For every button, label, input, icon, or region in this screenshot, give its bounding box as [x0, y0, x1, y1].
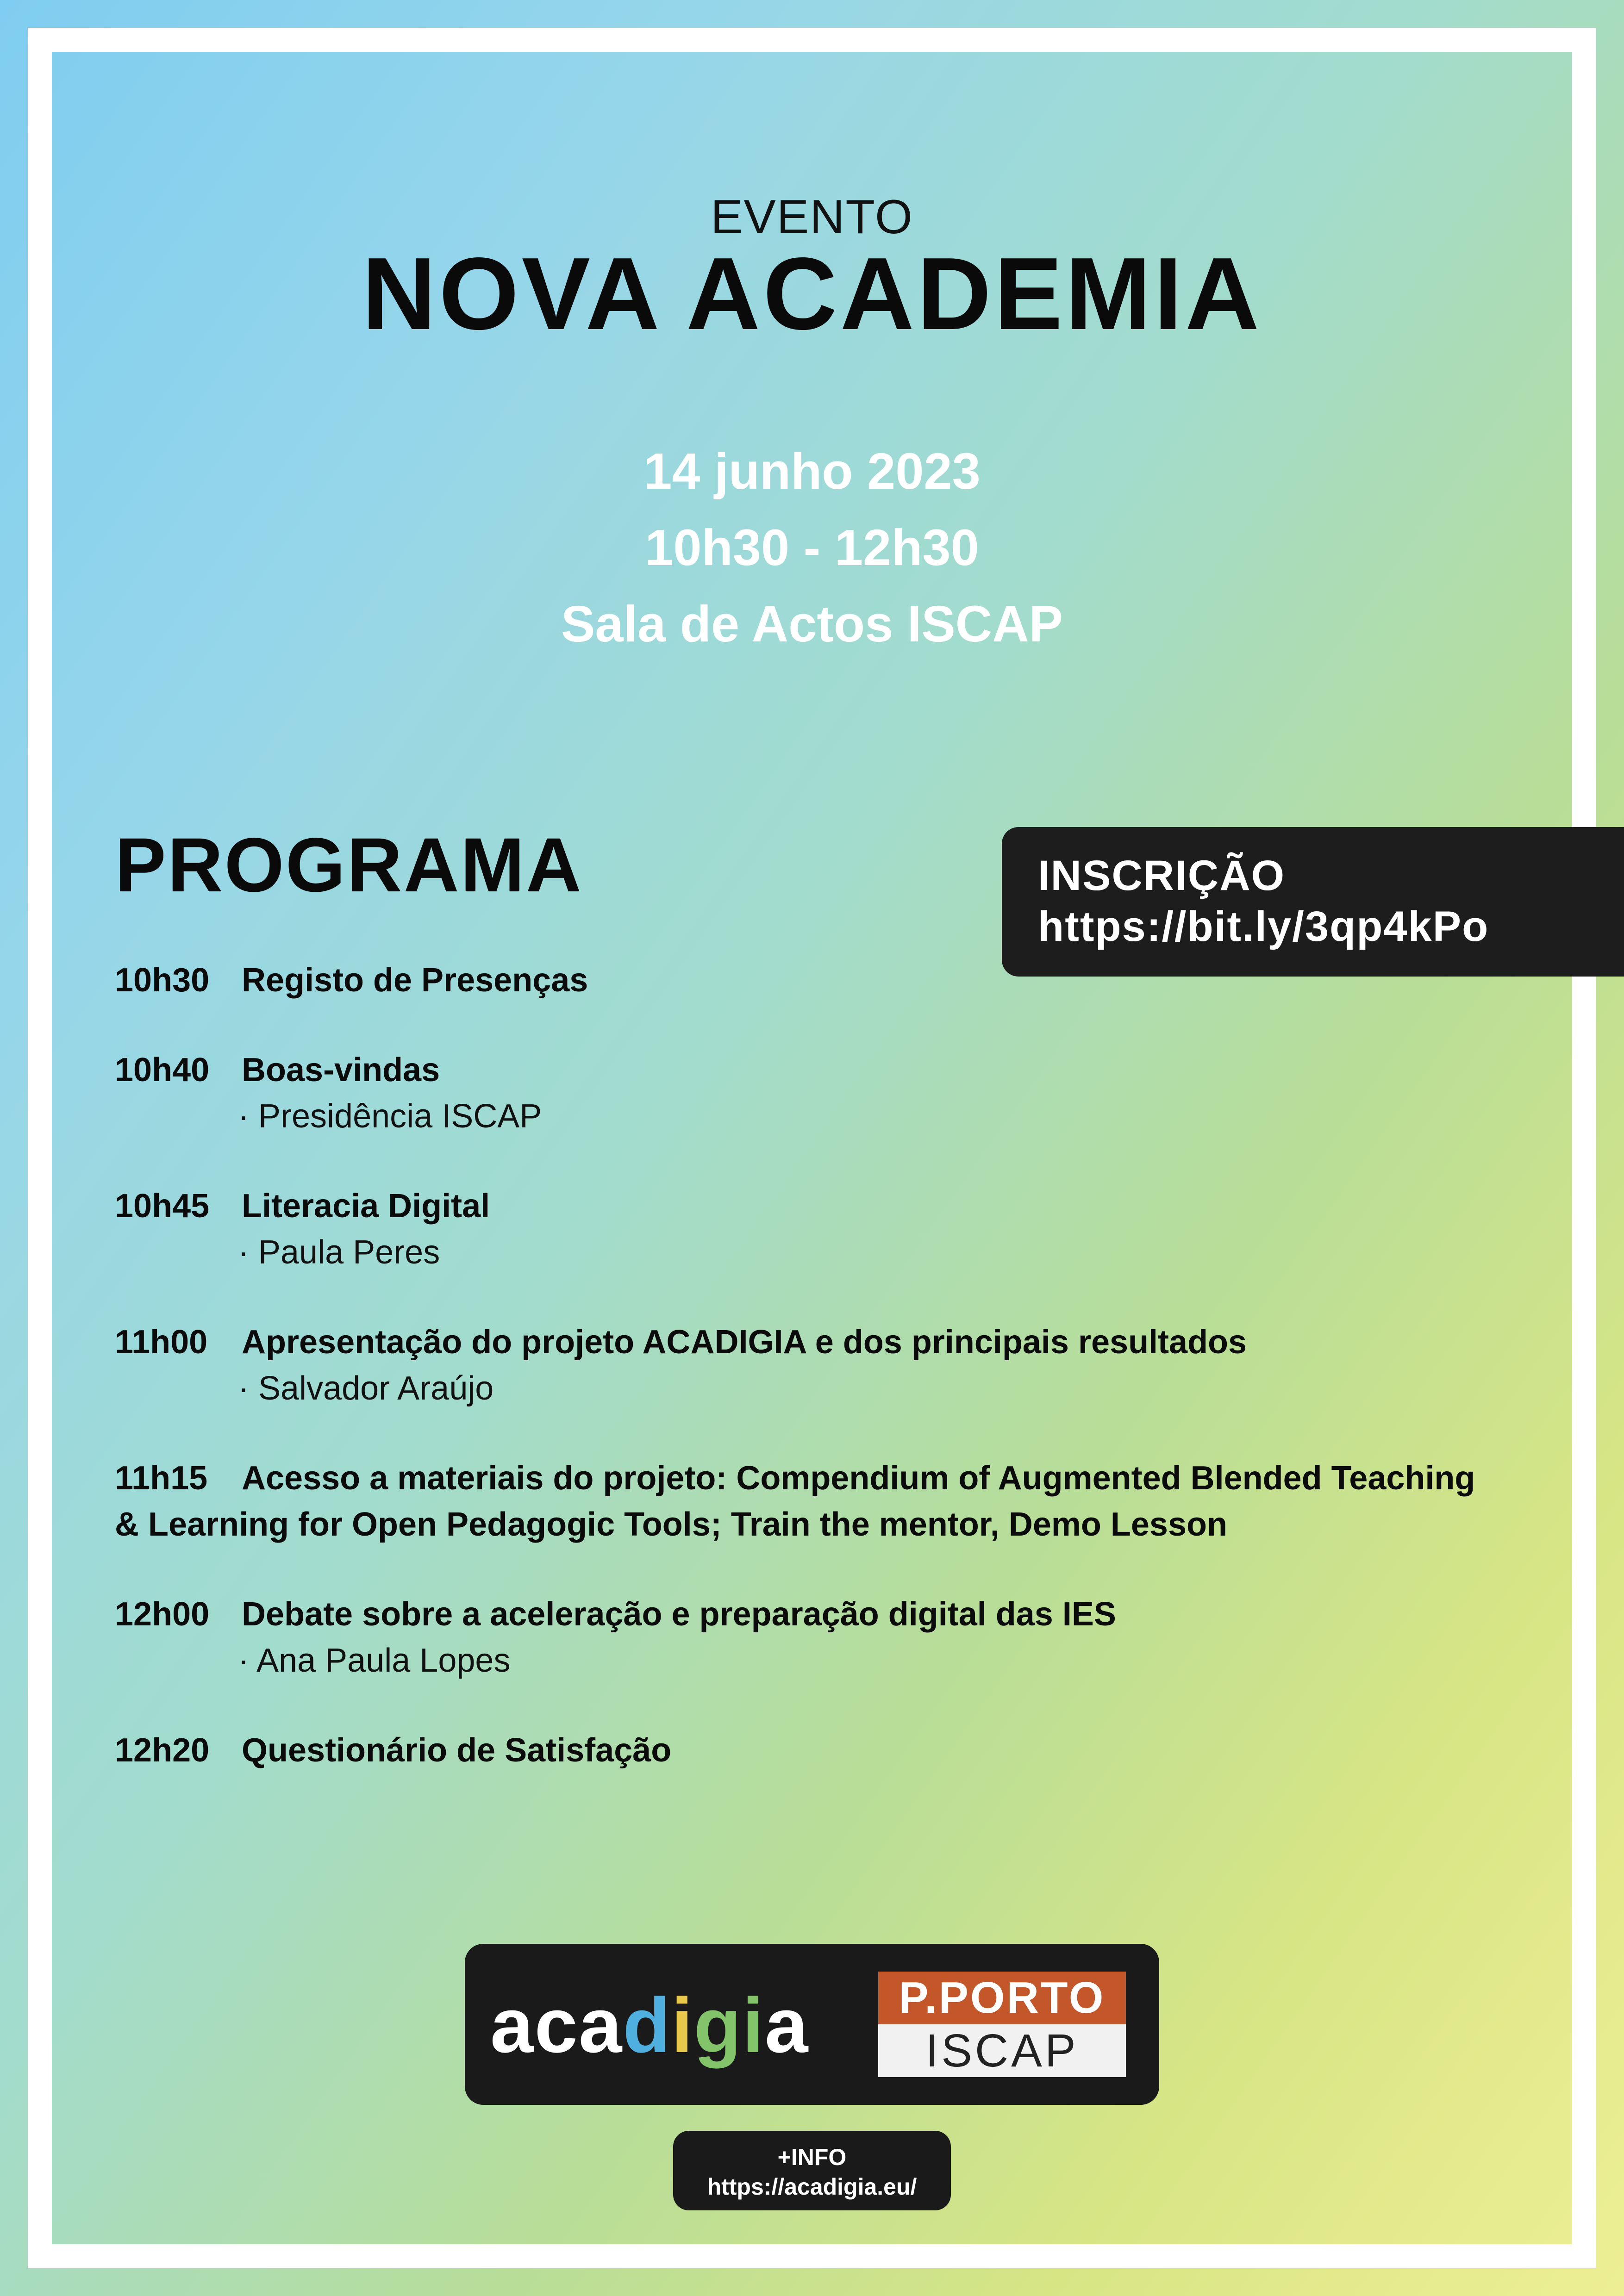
agenda-time: 10h40	[115, 1052, 210, 1089]
more-info-box[interactable]	[673, 2131, 951, 2210]
agenda-time: 10h45	[115, 1188, 210, 1225]
agenda-time: 11h15	[115, 1460, 208, 1497]
agenda-item	[115, 957, 1527, 1003]
pporto-logo: P.PORTO	[878, 1972, 1126, 2024]
agenda-time: 12h00	[115, 1596, 210, 1633]
event-title: NOVA ACADEMIA	[362, 236, 1262, 351]
agenda-item	[115, 1319, 1527, 1412]
agenda-item	[115, 1591, 1527, 1684]
agenda-label-continuation: & Learning for Open Pedagogic Tools; Train the mentor, Demo Lesson	[115, 1506, 1227, 1543]
agenda-label: Questionário de Satisfação	[242, 1732, 672, 1769]
agenda-item	[115, 1455, 1527, 1548]
partner-logos-box	[465, 1944, 1159, 2105]
agenda-label: Registo de Presenças	[242, 962, 588, 999]
more-info-label: +INFO	[777, 2144, 847, 2170]
more-info-link[interactable]: https://acadigia.eu/	[707, 2174, 917, 2200]
inscricao-box[interactable]	[1002, 827, 1624, 977]
inscricao-label: INSCRIÇÃO	[1038, 852, 1286, 899]
iscap-logo: ISCAP	[878, 2024, 1126, 2077]
agenda-speaker: · Salvador Araújo	[238, 1370, 494, 1407]
agenda-speaker: · Paula Peres	[238, 1234, 440, 1271]
agenda-item	[115, 1047, 1527, 1139]
agenda-label: Boas-vindas	[242, 1052, 440, 1089]
agenda-speaker: · Ana Paula Lopes	[238, 1642, 511, 1679]
event-venue: Sala de Actos ISCAP	[561, 596, 1063, 653]
programa-heading: PROGRAMA	[115, 822, 583, 908]
agenda-item	[115, 1727, 1527, 1773]
event-date: 14 junho 2023	[643, 443, 981, 500]
agenda-time: 11h00	[115, 1324, 208, 1361]
agenda-label: Apresentação do projeto ACADIGIA e dos principais resultados	[242, 1324, 1247, 1361]
inscricao-link[interactable]: https://bit.ly/3qp4kPo	[1038, 903, 1489, 951]
agenda-label: Acesso a materiais do projeto: Compendium of Augmented Blended Teaching	[242, 1460, 1475, 1497]
agenda-label: Debate sobre a aceleração e preparação digital das IES	[242, 1596, 1116, 1633]
event-kicker: EVENTO	[711, 190, 913, 244]
agenda-time: 12h20	[115, 1732, 210, 1769]
agenda-label: Literacia Digital	[242, 1188, 490, 1225]
agenda-speaker: · Presidência ISCAP	[238, 1098, 542, 1135]
agenda-list	[115, 957, 1527, 1817]
acadigia-logo: acadigia	[490, 1982, 809, 2069]
agenda-item	[115, 1183, 1527, 1276]
event-time-range: 10h30 - 12h30	[645, 519, 979, 576]
agenda-time: 10h30	[115, 962, 210, 999]
